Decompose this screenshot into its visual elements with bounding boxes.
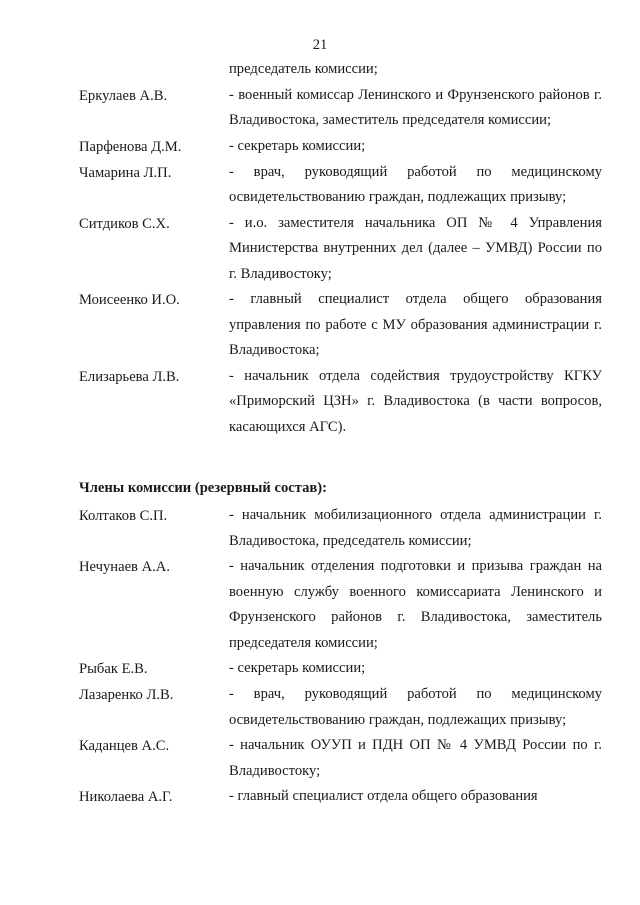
member-entry	[79, 656, 602, 682]
member-role: - начальник отдела содействия трудоустройству КГКУ «Приморский ЦЗН» г. Владивостока (в части вопросов, касающихся АГС).	[229, 367, 602, 435]
member-entry	[79, 554, 602, 656]
document-body	[79, 57, 602, 810]
member-name: Ситдиков С.Х.	[79, 215, 170, 232]
member-name: Каданцев А.С.	[79, 738, 170, 754]
member-entry	[79, 134, 602, 160]
member-role: - врач, руководящий работой по медицинскому освидетельствованию граждан, подлежащих призыву;	[229, 163, 602, 205]
member-name: Елизарьева Л.В.	[79, 368, 180, 385]
member-name: Рыбак Е.В.	[79, 661, 148, 677]
member-role: - и.о. заместителя начальника ОП № 4 Управления Министерства внутренних дел (далее – УМВД) России по г. Владивостоку;	[229, 214, 602, 282]
member-entry	[79, 503, 602, 554]
member-entry	[79, 211, 602, 288]
reserve-members-list	[79, 503, 602, 810]
member-name: Парфенова Д.М.	[79, 138, 182, 155]
member-entry	[79, 160, 602, 211]
member-role: - начальник отделения подготовки и призыва граждан на военную службу военного комиссариата Ленинского и Фрунзенского районов г. Владивостока, заместитель председателя комиссии;	[229, 558, 602, 651]
member-entry	[79, 364, 602, 441]
member-role: - главный специалист отдела общего образования управления по работе с МУ образования администрации г. Владивостока;	[229, 291, 602, 358]
member-role: - секретарь комиссии;	[229, 137, 366, 154]
member-name: Еркулаев А.В.	[79, 87, 168, 104]
member-role: - главный специалист отдела общего образования	[229, 788, 538, 804]
member-entry	[79, 682, 602, 733]
member-name: Лазаренко Л.В.	[79, 687, 174, 703]
member-entry	[79, 287, 602, 364]
member-role: - начальник ОУУП и ПДН ОП № 4 УМВД России по г. Владивостоку;	[229, 737, 602, 779]
page-number: 21	[312, 37, 328, 53]
member-entry	[79, 784, 602, 810]
member-entry	[79, 733, 602, 784]
continuation-line: председатель комиссии;	[229, 61, 378, 77]
member-role: - военный комиссар Ленинского и Фрунзенского районов г. Владивостока, заместитель председателя комиссии;	[229, 86, 602, 128]
member-name: Николаева А.Г.	[79, 789, 173, 805]
reserve-section-heading: Члены комиссии (резервный состав):	[79, 480, 327, 496]
member-role: - врач, руководящий работой по медицинскому освидетельствованию граждан, подлежащих призыву;	[229, 686, 602, 728]
member-name: Чамарина Л.П.	[79, 164, 172, 181]
member-name: Нечунаев А.А.	[79, 559, 170, 575]
member-entry	[79, 83, 602, 134]
section-spacer	[79, 440, 602, 475]
member-role: - секретарь комиссии;	[229, 660, 366, 676]
main-members-list	[79, 83, 602, 441]
member-name: Моисеенко И.О.	[79, 292, 180, 308]
member-role: - начальник мобилизационного отдела администрации г. Владивостока, председатель комиссии;	[229, 507, 602, 549]
member-name: Колтаков С.П.	[79, 508, 168, 524]
